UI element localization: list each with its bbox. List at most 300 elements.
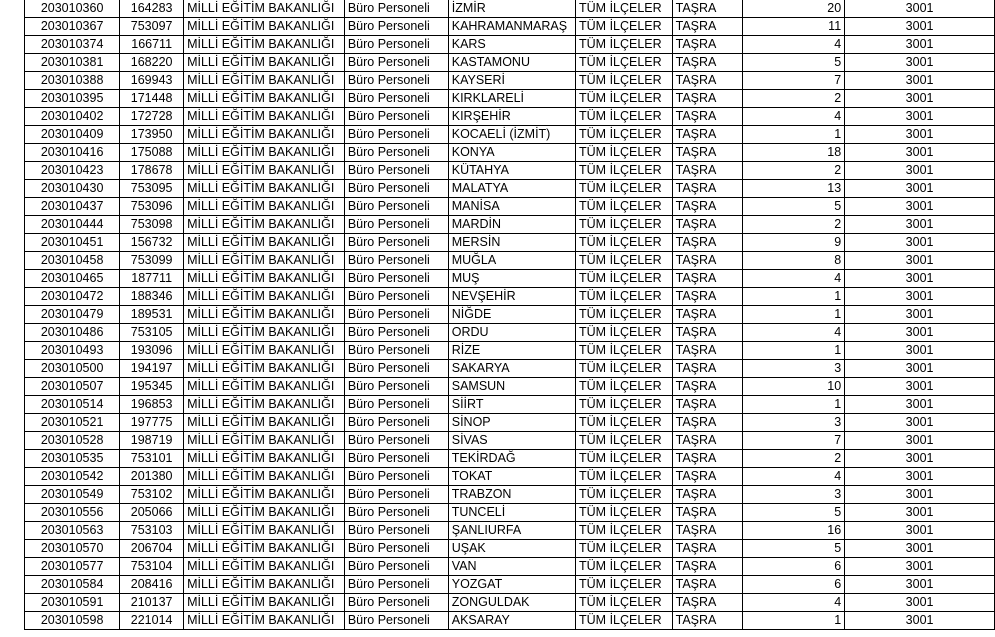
- cell-kurum-adi: MİLLİ EĞİTİM BAKANLIĞI: [184, 504, 345, 522]
- cell-kpss-puan-turu: 3001: [845, 180, 995, 198]
- cell-ilce: TÜM İLÇELER: [576, 396, 673, 414]
- cell-kpss-puan-turu: 3001: [845, 342, 995, 360]
- cell-ilce: TÜM İLÇELER: [576, 36, 673, 54]
- cell-teskilat: TAŞRA: [672, 612, 742, 630]
- cell-teskilat: TAŞRA: [672, 306, 742, 324]
- cell-kurum-kodu: 753104: [120, 558, 184, 576]
- cell-kpss-puan-turu: 3001: [845, 288, 995, 306]
- cell-il: TEKİRDAĞ: [448, 450, 575, 468]
- cell-kurum-kodu: 753097: [120, 18, 184, 36]
- table-row: [25, 90, 995, 108]
- cell-kurum-kodu: 195345: [120, 378, 184, 396]
- cell-kurum-adi: MİLLİ EĞİTİM BAKANLIĞI: [184, 234, 345, 252]
- cell-kurum-adi: MİLLİ EĞİTİM BAKANLIĞI: [184, 0, 345, 18]
- cell-ilce: TÜM İLÇELER: [576, 288, 673, 306]
- cell-il: MALATYA: [448, 180, 575, 198]
- cell-kurum-adi: MİLLİ EĞİTİM BAKANLIĞI: [184, 468, 345, 486]
- cell-kurum-kodu: 171448: [120, 90, 184, 108]
- cell-il: KARS: [448, 36, 575, 54]
- cell-il: YOZGAT: [448, 576, 575, 594]
- cell-teskilat: TAŞRA: [672, 468, 742, 486]
- cell-ilan-kodu: 203010423: [25, 162, 120, 180]
- table-row: [25, 0, 995, 18]
- cell-teskilat: TAŞRA: [672, 36, 742, 54]
- cell-teskilat: TAŞRA: [672, 126, 742, 144]
- cell-kadro-unvani: Büro Personeli: [344, 0, 448, 18]
- cell-kurum-adi: MİLLİ EĞİTİM BAKANLIĞI: [184, 126, 345, 144]
- table-row: [25, 162, 995, 180]
- cell-kpss-puan-turu: 3001: [845, 324, 995, 342]
- cell-ilan-kodu: 203010563: [25, 522, 120, 540]
- cell-ilce: TÜM İLÇELER: [576, 306, 673, 324]
- cell-kurum-adi: MİLLİ EĞİTİM BAKANLIĞI: [184, 414, 345, 432]
- cell-kurum-adi: MİLLİ EĞİTİM BAKANLIĞI: [184, 522, 345, 540]
- cell-teskilat: TAŞRA: [672, 270, 742, 288]
- cell-teskilat: TAŞRA: [672, 594, 742, 612]
- cell-ilce: TÜM İLÇELER: [576, 360, 673, 378]
- cell-kpss-puan-turu: 3001: [845, 522, 995, 540]
- cell-kontenjan: 4: [742, 594, 844, 612]
- cell-teskilat: TAŞRA: [672, 342, 742, 360]
- cell-kpss-puan-turu: 3001: [845, 468, 995, 486]
- cell-kontenjan: 7: [742, 432, 844, 450]
- cell-ilce: TÜM İLÇELER: [576, 450, 673, 468]
- cell-teskilat: TAŞRA: [672, 252, 742, 270]
- cell-kpss-puan-turu: 3001: [845, 162, 995, 180]
- cell-kpss-puan-turu: 3001: [845, 54, 995, 72]
- cell-il: MUŞ: [448, 270, 575, 288]
- cell-teskilat: TAŞRA: [672, 18, 742, 36]
- table-row: [25, 126, 995, 144]
- cell-ilce: TÜM İLÇELER: [576, 198, 673, 216]
- cell-il: MUĞLA: [448, 252, 575, 270]
- cell-kontenjan: 4: [742, 324, 844, 342]
- cell-ilce: TÜM İLÇELER: [576, 504, 673, 522]
- cell-il: KASTAMONU: [448, 54, 575, 72]
- cell-ilce: TÜM İLÇELER: [576, 18, 673, 36]
- table-row: [25, 36, 995, 54]
- cell-il: TOKAT: [448, 468, 575, 486]
- cell-kontenjan: 3: [742, 486, 844, 504]
- cell-il: ORDU: [448, 324, 575, 342]
- cell-kurum-kodu: 753102: [120, 486, 184, 504]
- cell-il: İZMİR: [448, 0, 575, 18]
- cell-kpss-puan-turu: 3001: [845, 360, 995, 378]
- cell-kadro-unvani: Büro Personeli: [344, 144, 448, 162]
- cell-kadro-unvani: Büro Personeli: [344, 252, 448, 270]
- cell-kadro-unvani: Büro Personeli: [344, 504, 448, 522]
- cell-teskilat: TAŞRA: [672, 234, 742, 252]
- cell-teskilat: TAŞRA: [672, 504, 742, 522]
- cell-ilan-kodu: 203010500: [25, 360, 120, 378]
- table-row: [25, 18, 995, 36]
- cell-kontenjan: 18: [742, 144, 844, 162]
- cell-ilan-kodu: 203010598: [25, 612, 120, 630]
- cell-kpss-puan-turu: 3001: [845, 252, 995, 270]
- cell-teskilat: TAŞRA: [672, 72, 742, 90]
- cell-ilan-kodu: 203010577: [25, 558, 120, 576]
- cell-kpss-puan-turu: 3001: [845, 540, 995, 558]
- cell-kadro-unvani: Büro Personeli: [344, 18, 448, 36]
- cell-ilan-kodu: 203010430: [25, 180, 120, 198]
- cell-ilan-kodu: 203010381: [25, 54, 120, 72]
- cell-kpss-puan-turu: 3001: [845, 594, 995, 612]
- cell-kontenjan: 10: [742, 378, 844, 396]
- cell-ilan-kodu: 203010507: [25, 378, 120, 396]
- table-row: [25, 360, 995, 378]
- cell-kurum-kodu: 189531: [120, 306, 184, 324]
- cell-il: TRABZON: [448, 486, 575, 504]
- cell-kpss-puan-turu: 3001: [845, 36, 995, 54]
- cell-il: KAYSERİ: [448, 72, 575, 90]
- cell-il: MARDİN: [448, 216, 575, 234]
- cell-kadro-unvani: Büro Personeli: [344, 126, 448, 144]
- cell-kontenjan: 4: [742, 468, 844, 486]
- cell-il: SAMSUN: [448, 378, 575, 396]
- cell-kontenjan: 11: [742, 18, 844, 36]
- cell-ilce: TÜM İLÇELER: [576, 252, 673, 270]
- cell-kurum-kodu: 175088: [120, 144, 184, 162]
- cell-il: SİNOP: [448, 414, 575, 432]
- cell-kurum-adi: MİLLİ EĞİTİM BAKANLIĞI: [184, 216, 345, 234]
- table-row: [25, 324, 995, 342]
- cell-ilce: TÜM İLÇELER: [576, 126, 673, 144]
- table-row: [25, 234, 995, 252]
- cell-teskilat: TAŞRA: [672, 414, 742, 432]
- cell-kpss-puan-turu: 3001: [845, 306, 995, 324]
- table-row: [25, 270, 995, 288]
- cell-ilan-kodu: 203010486: [25, 324, 120, 342]
- cell-kpss-puan-turu: 3001: [845, 576, 995, 594]
- cell-kontenjan: 1: [742, 126, 844, 144]
- cell-kadro-unvani: Büro Personeli: [344, 396, 448, 414]
- cell-kpss-puan-turu: 3001: [845, 234, 995, 252]
- cell-ilce: TÜM İLÇELER: [576, 54, 673, 72]
- cell-kadro-unvani: Büro Personeli: [344, 576, 448, 594]
- cell-kurum-kodu: 205066: [120, 504, 184, 522]
- cell-kurum-adi: MİLLİ EĞİTİM BAKANLIĞI: [184, 450, 345, 468]
- table-row: [25, 414, 995, 432]
- cell-ilan-kodu: 203010444: [25, 216, 120, 234]
- cell-ilan-kodu: 203010395: [25, 90, 120, 108]
- table-row: [25, 576, 995, 594]
- cell-ilan-kodu: 203010591: [25, 594, 120, 612]
- cell-ilce: TÜM İLÇELER: [576, 90, 673, 108]
- cell-ilan-kodu: 203010556: [25, 504, 120, 522]
- cell-ilan-kodu: 203010367: [25, 18, 120, 36]
- cell-kadro-unvani: Büro Personeli: [344, 180, 448, 198]
- cell-il: ZONGULDAK: [448, 594, 575, 612]
- cell-il: TUNCELİ: [448, 504, 575, 522]
- cell-kadro-unvani: Büro Personeli: [344, 324, 448, 342]
- cell-ilan-kodu: 203010458: [25, 252, 120, 270]
- cell-il: NEVŞEHİR: [448, 288, 575, 306]
- cell-kadro-unvani: Büro Personeli: [344, 36, 448, 54]
- cell-kurum-kodu: 193096: [120, 342, 184, 360]
- cell-kontenjan: 1: [742, 306, 844, 324]
- cell-il: KIRKLARELİ: [448, 90, 575, 108]
- cell-ilce: TÜM İLÇELER: [576, 108, 673, 126]
- cell-kurum-kodu: 210137: [120, 594, 184, 612]
- cell-kpss-puan-turu: 3001: [845, 108, 995, 126]
- cell-kadro-unvani: Büro Personeli: [344, 162, 448, 180]
- cell-kadro-unvani: Büro Personeli: [344, 72, 448, 90]
- cell-teskilat: TAŞRA: [672, 522, 742, 540]
- position-table: [24, 0, 995, 630]
- cell-ilce: TÜM İLÇELER: [576, 378, 673, 396]
- cell-ilce: TÜM İLÇELER: [576, 342, 673, 360]
- cell-kurum-kodu: 753098: [120, 216, 184, 234]
- cell-kadro-unvani: Büro Personeli: [344, 54, 448, 72]
- cell-kpss-puan-turu: 3001: [845, 504, 995, 522]
- cell-kadro-unvani: Büro Personeli: [344, 594, 448, 612]
- cell-teskilat: TAŞRA: [672, 540, 742, 558]
- cell-kurum-adi: MİLLİ EĞİTİM BAKANLIĞI: [184, 360, 345, 378]
- cell-kontenjan: 2: [742, 90, 844, 108]
- cell-kpss-puan-turu: 3001: [845, 414, 995, 432]
- cell-kadro-unvani: Büro Personeli: [344, 540, 448, 558]
- cell-kurum-kodu: 164283: [120, 0, 184, 18]
- cell-kurum-kodu: 753101: [120, 450, 184, 468]
- cell-kpss-puan-turu: 3001: [845, 378, 995, 396]
- cell-kurum-kodu: 173950: [120, 126, 184, 144]
- cell-il: MERSİN: [448, 234, 575, 252]
- cell-kurum-adi: MİLLİ EĞİTİM BAKANLIĞI: [184, 324, 345, 342]
- cell-teskilat: TAŞRA: [672, 0, 742, 18]
- cell-kurum-kodu: 753103: [120, 522, 184, 540]
- cell-kontenjan: 7: [742, 72, 844, 90]
- table-row: [25, 486, 995, 504]
- cell-ilce: TÜM İLÇELER: [576, 324, 673, 342]
- cell-ilce: TÜM İLÇELER: [576, 558, 673, 576]
- cell-kpss-puan-turu: 3001: [845, 216, 995, 234]
- cell-kadro-unvani: Büro Personeli: [344, 198, 448, 216]
- table-row: [25, 522, 995, 540]
- table-body: [25, 0, 995, 630]
- cell-kurum-adi: MİLLİ EĞİTİM BAKANLIĞI: [184, 288, 345, 306]
- cell-kurum-adi: MİLLİ EĞİTİM BAKANLIĞI: [184, 396, 345, 414]
- cell-ilan-kodu: 203010542: [25, 468, 120, 486]
- cell-ilan-kodu: 203010465: [25, 270, 120, 288]
- cell-teskilat: TAŞRA: [672, 432, 742, 450]
- cell-il: KOCAELİ (İZMİT): [448, 126, 575, 144]
- cell-ilce: TÜM İLÇELER: [576, 180, 673, 198]
- table-row: [25, 252, 995, 270]
- cell-il: NİĞDE: [448, 306, 575, 324]
- cell-kadro-unvani: Büro Personeli: [344, 432, 448, 450]
- cell-ilan-kodu: 203010479: [25, 306, 120, 324]
- cell-il: VAN: [448, 558, 575, 576]
- cell-kontenjan: 5: [742, 504, 844, 522]
- cell-kpss-puan-turu: 3001: [845, 432, 995, 450]
- table-row: [25, 594, 995, 612]
- cell-il: SİİRT: [448, 396, 575, 414]
- cell-teskilat: TAŞRA: [672, 378, 742, 396]
- cell-il: SAKARYA: [448, 360, 575, 378]
- cell-kontenjan: 20: [742, 0, 844, 18]
- cell-teskilat: TAŞRA: [672, 144, 742, 162]
- cell-kurum-kodu: 168220: [120, 54, 184, 72]
- cell-kurum-adi: MİLLİ EĞİTİM BAKANLIĞI: [184, 432, 345, 450]
- cell-ilan-kodu: 203010493: [25, 342, 120, 360]
- cell-teskilat: TAŞRA: [672, 450, 742, 468]
- cell-kurum-kodu: 753096: [120, 198, 184, 216]
- cell-kadro-unvani: Büro Personeli: [344, 288, 448, 306]
- cell-teskilat: TAŞRA: [672, 162, 742, 180]
- table-row: [25, 72, 995, 90]
- cell-kurum-adi: MİLLİ EĞİTİM BAKANLIĞI: [184, 54, 345, 72]
- table-row: [25, 198, 995, 216]
- cell-kurum-kodu: 753095: [120, 180, 184, 198]
- table-row: [25, 342, 995, 360]
- cell-kurum-kodu: 188346: [120, 288, 184, 306]
- cell-kadro-unvani: Büro Personeli: [344, 378, 448, 396]
- cell-kurum-kodu: 194197: [120, 360, 184, 378]
- cell-kadro-unvani: Büro Personeli: [344, 342, 448, 360]
- cell-teskilat: TAŞRA: [672, 360, 742, 378]
- cell-kadro-unvani: Büro Personeli: [344, 414, 448, 432]
- cell-kurum-kodu: 208416: [120, 576, 184, 594]
- cell-kurum-adi: MİLLİ EĞİTİM BAKANLIĞI: [184, 270, 345, 288]
- cell-kurum-adi: MİLLİ EĞİTİM BAKANLIĞI: [184, 558, 345, 576]
- cell-kadro-unvani: Büro Personeli: [344, 306, 448, 324]
- cell-ilan-kodu: 203010549: [25, 486, 120, 504]
- cell-kontenjan: 1: [742, 288, 844, 306]
- cell-kpss-puan-turu: 3001: [845, 612, 995, 630]
- cell-il: KAHRAMANMARAŞ: [448, 18, 575, 36]
- cell-il: KIRŞEHİR: [448, 108, 575, 126]
- cell-kontenjan: 3: [742, 414, 844, 432]
- cell-kurum-adi: MİLLİ EĞİTİM BAKANLIĞI: [184, 144, 345, 162]
- cell-il: UŞAK: [448, 540, 575, 558]
- cell-kurum-adi: MİLLİ EĞİTİM BAKANLIĞI: [184, 486, 345, 504]
- cell-kpss-puan-turu: 3001: [845, 270, 995, 288]
- cell-kontenjan: 6: [742, 576, 844, 594]
- cell-ilce: TÜM İLÇELER: [576, 216, 673, 234]
- cell-kontenjan: 2: [742, 216, 844, 234]
- cell-kontenjan: 2: [742, 162, 844, 180]
- cell-kontenjan: 6: [742, 558, 844, 576]
- cell-il: SİVAS: [448, 432, 575, 450]
- cell-teskilat: TAŞRA: [672, 198, 742, 216]
- cell-kpss-puan-turu: 3001: [845, 126, 995, 144]
- cell-kurum-adi: MİLLİ EĞİTİM BAKANLIĞI: [184, 180, 345, 198]
- cell-kontenjan: 5: [742, 198, 844, 216]
- cell-kadro-unvani: Büro Personeli: [344, 234, 448, 252]
- cell-kurum-kodu: 156732: [120, 234, 184, 252]
- cell-teskilat: TAŞRA: [672, 180, 742, 198]
- cell-il: AKSARAY: [448, 612, 575, 630]
- cell-ilce: TÜM İLÇELER: [576, 162, 673, 180]
- cell-kurum-kodu: 169943: [120, 72, 184, 90]
- cell-kurum-adi: MİLLİ EĞİTİM BAKANLIĞI: [184, 342, 345, 360]
- cell-kurum-adi: MİLLİ EĞİTİM BAKANLIĞI: [184, 378, 345, 396]
- cell-kurum-kodu: 178678: [120, 162, 184, 180]
- cell-ilan-kodu: 203010388: [25, 72, 120, 90]
- cell-ilan-kodu: 203010514: [25, 396, 120, 414]
- cell-ilan-kodu: 203010521: [25, 414, 120, 432]
- cell-ilan-kodu: 203010437: [25, 198, 120, 216]
- cell-ilce: TÜM İLÇELER: [576, 486, 673, 504]
- cell-ilan-kodu: 203010416: [25, 144, 120, 162]
- cell-kurum-adi: MİLLİ EĞİTİM BAKANLIĞI: [184, 198, 345, 216]
- table-row: [25, 306, 995, 324]
- cell-ilce: TÜM İLÇELER: [576, 522, 673, 540]
- cell-ilce: TÜM İLÇELER: [576, 612, 673, 630]
- cell-ilan-kodu: 203010584: [25, 576, 120, 594]
- cell-kurum-kodu: 196853: [120, 396, 184, 414]
- table-row: [25, 108, 995, 126]
- cell-il: KONYA: [448, 144, 575, 162]
- cell-kontenjan: 2: [742, 450, 844, 468]
- cell-kurum-adi: MİLLİ EĞİTİM BAKANLIĞI: [184, 18, 345, 36]
- table-row: [25, 216, 995, 234]
- cell-kurum-kodu: 753099: [120, 252, 184, 270]
- cell-il: RİZE: [448, 342, 575, 360]
- cell-kontenjan: 5: [742, 54, 844, 72]
- cell-teskilat: TAŞRA: [672, 486, 742, 504]
- cell-kontenjan: 1: [742, 612, 844, 630]
- table-row: [25, 432, 995, 450]
- table-row: [25, 450, 995, 468]
- table-row: [25, 378, 995, 396]
- cell-teskilat: TAŞRA: [672, 396, 742, 414]
- cell-kurum-kodu: 206704: [120, 540, 184, 558]
- cell-teskilat: TAŞRA: [672, 90, 742, 108]
- cell-il: MANİSA: [448, 198, 575, 216]
- cell-kadro-unvani: Büro Personeli: [344, 612, 448, 630]
- table-row: [25, 612, 995, 630]
- cell-kadro-unvani: Büro Personeli: [344, 468, 448, 486]
- cell-kadro-unvani: Büro Personeli: [344, 108, 448, 126]
- table-row: [25, 144, 995, 162]
- cell-kurum-kodu: 197775: [120, 414, 184, 432]
- cell-teskilat: TAŞRA: [672, 324, 742, 342]
- cell-ilan-kodu: 203010535: [25, 450, 120, 468]
- cell-kurum-adi: MİLLİ EĞİTİM BAKANLIĞI: [184, 36, 345, 54]
- cell-ilan-kodu: 203010402: [25, 108, 120, 126]
- cell-kadro-unvani: Büro Personeli: [344, 522, 448, 540]
- cell-kurum-adi: MİLLİ EĞİTİM BAKANLIĞI: [184, 306, 345, 324]
- cell-ilan-kodu: 203010374: [25, 36, 120, 54]
- cell-kurum-adi: MİLLİ EĞİTİM BAKANLIĞI: [184, 576, 345, 594]
- cell-kurum-adi: MİLLİ EĞİTİM BAKANLIĞI: [184, 72, 345, 90]
- cell-kurum-adi: MİLLİ EĞİTİM BAKANLIĞI: [184, 252, 345, 270]
- cell-kurum-adi: MİLLİ EĞİTİM BAKANLIĞI: [184, 540, 345, 558]
- cell-ilce: TÜM İLÇELER: [576, 594, 673, 612]
- cell-kadro-unvani: Büro Personeli: [344, 90, 448, 108]
- cell-ilan-kodu: 203010570: [25, 540, 120, 558]
- cell-kurum-adi: MİLLİ EĞİTİM BAKANLIĞI: [184, 108, 345, 126]
- cell-kadro-unvani: Büro Personeli: [344, 558, 448, 576]
- cell-ilce: TÜM İLÇELER: [576, 414, 673, 432]
- cell-kadro-unvani: Büro Personeli: [344, 360, 448, 378]
- cell-kpss-puan-turu: 3001: [845, 198, 995, 216]
- cell-ilce: TÜM İLÇELER: [576, 540, 673, 558]
- cell-kurum-adi: MİLLİ EĞİTİM BAKANLIĞI: [184, 594, 345, 612]
- cell-kontenjan: 8: [742, 252, 844, 270]
- table-row: [25, 288, 995, 306]
- cell-ilce: TÜM İLÇELER: [576, 432, 673, 450]
- cell-teskilat: TAŞRA: [672, 576, 742, 594]
- cell-kontenjan: 13: [742, 180, 844, 198]
- cell-il: KÜTAHYA: [448, 162, 575, 180]
- cell-teskilat: TAŞRA: [672, 558, 742, 576]
- cell-kadro-unvani: Büro Personeli: [344, 216, 448, 234]
- table-row: [25, 504, 995, 522]
- cell-kontenjan: 3: [742, 360, 844, 378]
- table-row: [25, 468, 995, 486]
